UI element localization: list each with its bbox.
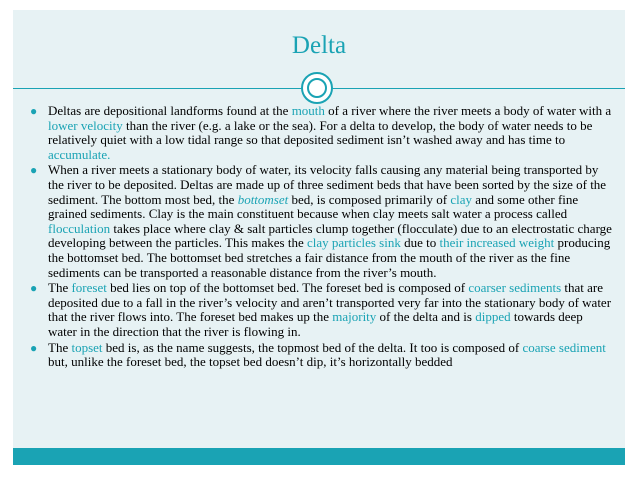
highlighted-term: majority: [332, 309, 377, 325]
bullet-item: [30, 341, 612, 370]
bullet-text: [48, 340, 606, 370]
text-run: that are deposited due to a fall in the river’s velocity and aren’t transported very far into the stationary body of water that the river flows into. The foreset bed makes up the: [48, 280, 612, 325]
bullet-item: [30, 104, 612, 162]
text-run: due to: [400, 235, 440, 251]
highlighted-term: clay: [450, 191, 473, 207]
bullet-list: [30, 104, 612, 371]
slide-title: Delta: [291, 32, 347, 59]
bullet-item: [30, 281, 612, 339]
bullet-text: [48, 162, 612, 279]
highlighted-term: topset: [71, 339, 103, 355]
highlighted-term: lower velocity: [48, 117, 123, 133]
text-run: The: [48, 339, 72, 355]
highlighted-term: coarser sediments: [468, 280, 562, 296]
text-run: The: [48, 280, 72, 296]
text-run: bed lies on top of the bottomset bed. The foreset bed is composed of: [106, 280, 469, 296]
bullet-dot-icon: ●: [30, 281, 38, 296]
text-run: of a river where the river meets a body of water with a: [324, 103, 612, 118]
highlighted-term: coarse sediment: [522, 339, 606, 355]
divider-circle-inner: [307, 78, 327, 98]
highlighted-term: foreset: [71, 280, 107, 296]
text-run: bed is, as the name suggests, the topmost bed of the delta. It too is composed of: [102, 339, 523, 355]
bullet-text: [48, 280, 611, 339]
bullet-item: [30, 163, 612, 280]
footer-bar: [13, 448, 625, 465]
text-run: bed, is composed primarily of: [288, 191, 451, 207]
divider-circle-ornament: [301, 72, 333, 104]
text-run: but, unlike the foreset bed, the topset bed doesn’t dip, it’s horizontally bedded: [48, 354, 453, 370]
highlighted-term: mouth: [291, 103, 325, 118]
text-run: towards deep water in the direction that the river is flowing in.: [48, 309, 583, 339]
text-run: takes place where clay & salt particles clump together (flocculate) due to an electrostatic charge developing between the particles. This makes the: [48, 220, 612, 251]
text-run: producing the bottomset bed. The bottomset bed stretches a fair distance from the mouth of the river as the fine sediments can be transported a reasonable distance from the river’s mouth.: [48, 235, 611, 280]
text-run: and some other fine grained sediments. Clay is the main constituent because when clay meets salt water a process called: [48, 191, 579, 222]
highlighted-term: clay particles sink: [306, 235, 401, 251]
bullet-text: [48, 103, 611, 162]
bullet-dot-icon: ●: [30, 340, 38, 355]
bullet-dot-icon: ●: [30, 163, 38, 178]
highlighted-term: flocculation: [48, 220, 111, 236]
highlighted-term: dipped: [475, 309, 511, 325]
text-run: Deltas are depositional landforms found at the: [48, 103, 292, 118]
text-run: of the delta and is: [376, 309, 476, 325]
highlighted-term: bottomset: [237, 191, 289, 207]
bullet-dot-icon: ●: [30, 104, 38, 118]
highlighted-term: their increased weight: [439, 235, 555, 251]
highlighted-term: accumulate.: [48, 146, 111, 162]
text-run: than the river (e.g. a lake or the sea). For a delta to develop, the body of water needs to be relatively quiet with a low tidal range so that deposited sediment isn’t washed away and has time to: [48, 117, 593, 148]
text-run: When a river meets a stationary body of water, its velocity falls causing any material being transported by the river to be deposited. Deltas are made up of three sediment beds that have been sorted by the size of the sediment. The bottom most bed, the: [48, 162, 607, 207]
